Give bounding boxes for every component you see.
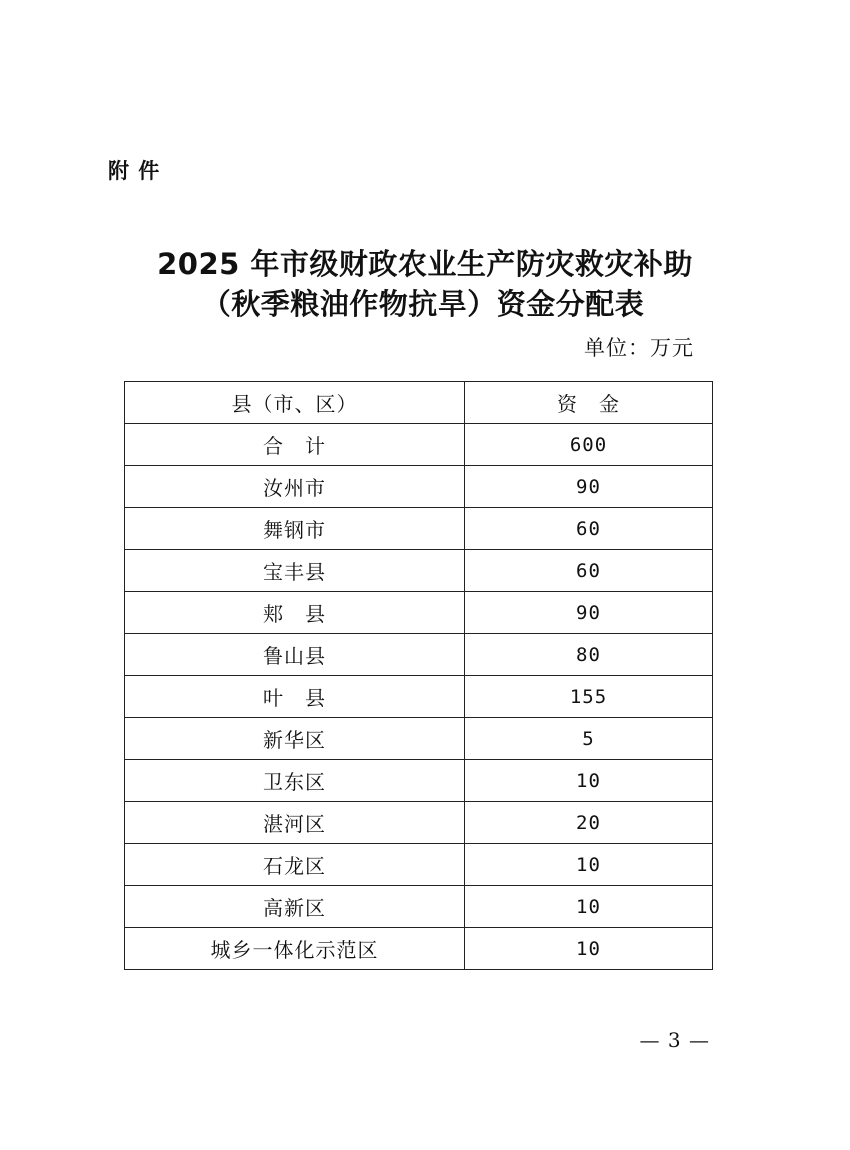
amount-cell: 10: [465, 844, 713, 886]
table-row: [125, 718, 713, 760]
table-row: [125, 550, 713, 592]
table-row: [125, 508, 713, 550]
county-cell: 合 计: [125, 424, 465, 466]
county-cell: 城乡一体化示范区: [125, 928, 465, 970]
allocation-table: [124, 381, 713, 970]
document-title-line-2: （秋季粮油作物抗旱）资金分配表: [201, 287, 645, 321]
amount-cell: 10: [465, 886, 713, 928]
amount-cell: 600: [465, 424, 713, 466]
table-row: [125, 844, 713, 886]
county-cell: 汝州市: [125, 466, 465, 508]
amount-cell: 155: [465, 676, 713, 718]
table-row: [125, 466, 713, 508]
county-cell: 宝丰县: [125, 550, 465, 592]
county-cell: 新华区: [125, 718, 465, 760]
amount-cell: 10: [465, 760, 713, 802]
table-row: [125, 802, 713, 844]
table-row: [125, 928, 713, 970]
county-cell: 高新区: [125, 886, 465, 928]
county-cell: 鲁山县: [125, 634, 465, 676]
county-cell: 郏 县: [125, 592, 465, 634]
amount-cell: 20: [465, 802, 713, 844]
document-title-line-1: 2025 年市级财政农业生产防灾救灾补助: [157, 247, 693, 281]
table-row: [125, 886, 713, 928]
table-row: [125, 676, 713, 718]
amount-cell: 60: [465, 508, 713, 550]
page-number: — 3 —: [639, 1028, 710, 1052]
county-cell: 湛河区: [125, 802, 465, 844]
amount-cell: 90: [465, 466, 713, 508]
county-cell: 叶 县: [125, 676, 465, 718]
table-row: [125, 634, 713, 676]
unit-label: 单位：万元: [584, 336, 694, 360]
county-cell: 舞钢市: [125, 508, 465, 550]
county-cell: 石龙区: [125, 844, 465, 886]
amount-cell: 10: [465, 928, 713, 970]
allocation-table-container: [124, 381, 713, 970]
amount-cell: 90: [465, 592, 713, 634]
amount-cell: 5: [465, 718, 713, 760]
table-row: [125, 424, 713, 466]
attachment-label: 附 件: [108, 159, 161, 183]
county-cell: 卫东区: [125, 760, 465, 802]
amount-cell: 60: [465, 550, 713, 592]
table-row: [125, 760, 713, 802]
header-county: 县（市、区）: [125, 382, 465, 424]
header-amount: 资 金: [465, 382, 713, 424]
table-row: [125, 592, 713, 634]
amount-cell: 80: [465, 634, 713, 676]
table-header-row: [125, 382, 713, 424]
